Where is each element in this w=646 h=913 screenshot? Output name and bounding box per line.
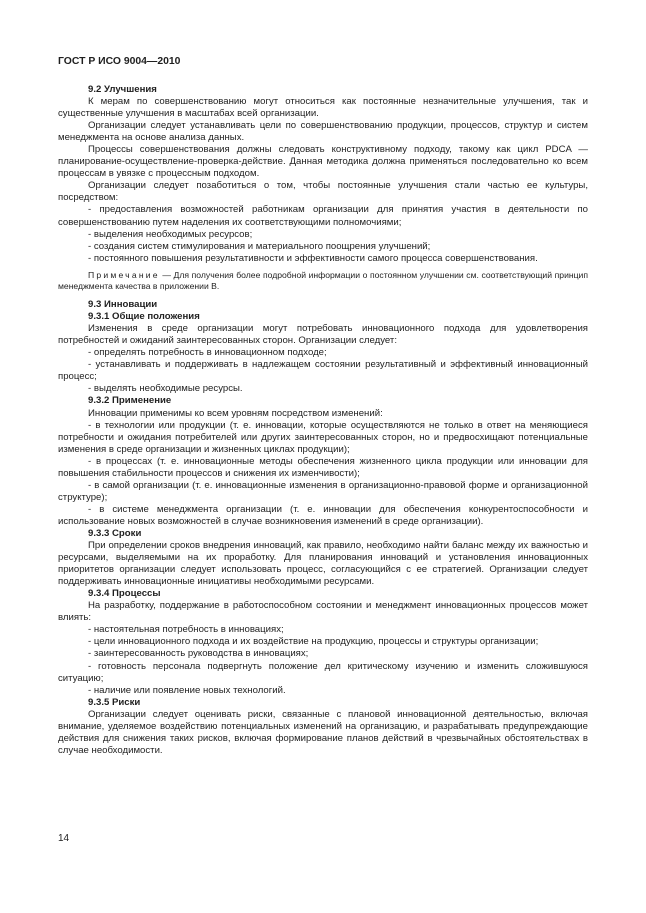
paragraph: - заинтересованность руководства в инновациях; [88,648,309,660]
paragraph: - выделения необходимых ресурсов; [88,228,253,240]
section-heading: 9.3.5 Риски [88,696,141,708]
page-number: 14 [58,833,70,844]
paragraph: - наличие или появление новых технологий. [88,684,286,696]
section-heading: 9.3 Инновации [88,299,158,311]
paragraph: Организации следует оценивать риски, связанные с плановой инновационной деятельностью, включая внимание, уделяемое воздействию потенциальных изменений на организацию, и разрабатывать предупреждающие действия для снижения таких рисков, включая формирование планов действий в чрезвычайных обстоятельствах в случае необходимости. [58,708,588,756]
paragraph: - в процессах (т. е. инновационные методы обеспечения жизненного цикла продукции или инновации для повышения стабильности процессов и снижения их изменчивости); [58,455,588,479]
paragraph: При определении сроков внедрения инноваций, как правило, необходимо найти баланс между их важностью и ресурсами, выделяемыми на их проработку. Для планирования инноваций и установления инновационных приоритетов организации следует использовать процесс, согласующийся с ее стратегией. Организации следует поддерживать инновационные инициативы необходимыми ресурсами. [58,540,588,588]
paragraph: - устанавливать и поддерживать в надлежащем состоянии результативный и эффективный инновационный процесс; [58,359,588,383]
paragraph: - предоставления возможностей работникам организации для принятия участия в деятельности по совершенствованию путем наделения их соответствующими полномочиями; [58,204,588,228]
paragraph: - цели инновационного подхода и их воздействие на продукцию, процессы и структуры организации; [88,636,539,648]
document-body [58,84,588,757]
paragraph: - в самой организации (т. е. инновационные изменения в организационно-правовой форме и организационной структуре); [58,479,588,503]
paragraph: - постоянного повышения результативности и эффективности самого процесса совершенствования. [88,252,538,264]
section-heading: 9.3.2 Применение [88,395,172,407]
note-text: — Для получения более подробной информации о постоянном улучшении см. соответствующий принцип менеджмента качества в приложении В. [58,269,588,291]
section-heading: 9.3.4 Процессы [88,588,161,600]
section-heading: 9.3.3 Сроки [88,528,142,539]
paragraph: Организации следует устанавливать цели по совершенствованию продукции, процессов, структур и систем менеджмента на основе анализа данных. [58,120,588,144]
paragraph: Организации следует позаботиться о том, чтобы постоянные улучшения стали частью ее культуры, посредством: [58,180,588,204]
section-heading: 9.3.1 Общие положения [88,311,200,323]
paragraph: Процессы совершенствования должны следовать конструктивному подходу, такому как цикл PDCA — планирование-осуществление-проверка-действие. Данная методика должна применяться последовательно ко всем процессам в увязке с процессным подходом. [58,144,588,180]
paragraph: - настоятельная потребность в инновациях; [88,624,284,636]
paragraph: К мерам по совершенствованию могут относиться как постоянные незначительные улучшения, так и существенные улучшения в масштабах всей организации. [58,96,588,120]
paragraph: На разработку, поддержание в работоспособном состоянии и менеджмент инновационных процессов может влиять: [58,600,588,624]
paragraph: - в технологии или продукции (т. е. инновации, которые осуществляются не только в ответ на меняющиеся потребности и ожидания потребителей или других заинтересованных сторон, но и предвосхищают потенциальные изменения в среде организации и жизненных циклах продукции); [58,419,588,455]
paragraph: - готовность персонала подвергнуть положение дел критическому изучению и изменить сложившуюся ситуацию; [58,660,588,684]
document-header-title: ГОСТ Р ИСО 9004—2010 [58,56,181,67]
paragraph: - создания систем стимулирования и материального поощрения улучшений; [88,240,431,252]
paragraph: - определять потребность в инновационном подходе; [88,347,327,359]
paragraph: - выделять необходимые ресурсы. [88,383,243,395]
paragraph: Изменения в среде организации могут потребовать инновационного подхода для удовлетворения потребностей и ожиданий заинтересованных сторон. Организации следует: [58,323,588,347]
note-label: Примечание [88,269,160,280]
paragraph: - в системе менеджмента организации (т. е. инновации для обеспечения конкурентоспособности и использование новых возможностей в случае возникновения изменений в среде организации). [58,503,588,527]
section-heading: 9.2 Улучшения [88,84,157,95]
note-paragraph [58,270,588,292]
paragraph: Инновации применимы ко всем уровням посредством изменений: [88,407,383,419]
